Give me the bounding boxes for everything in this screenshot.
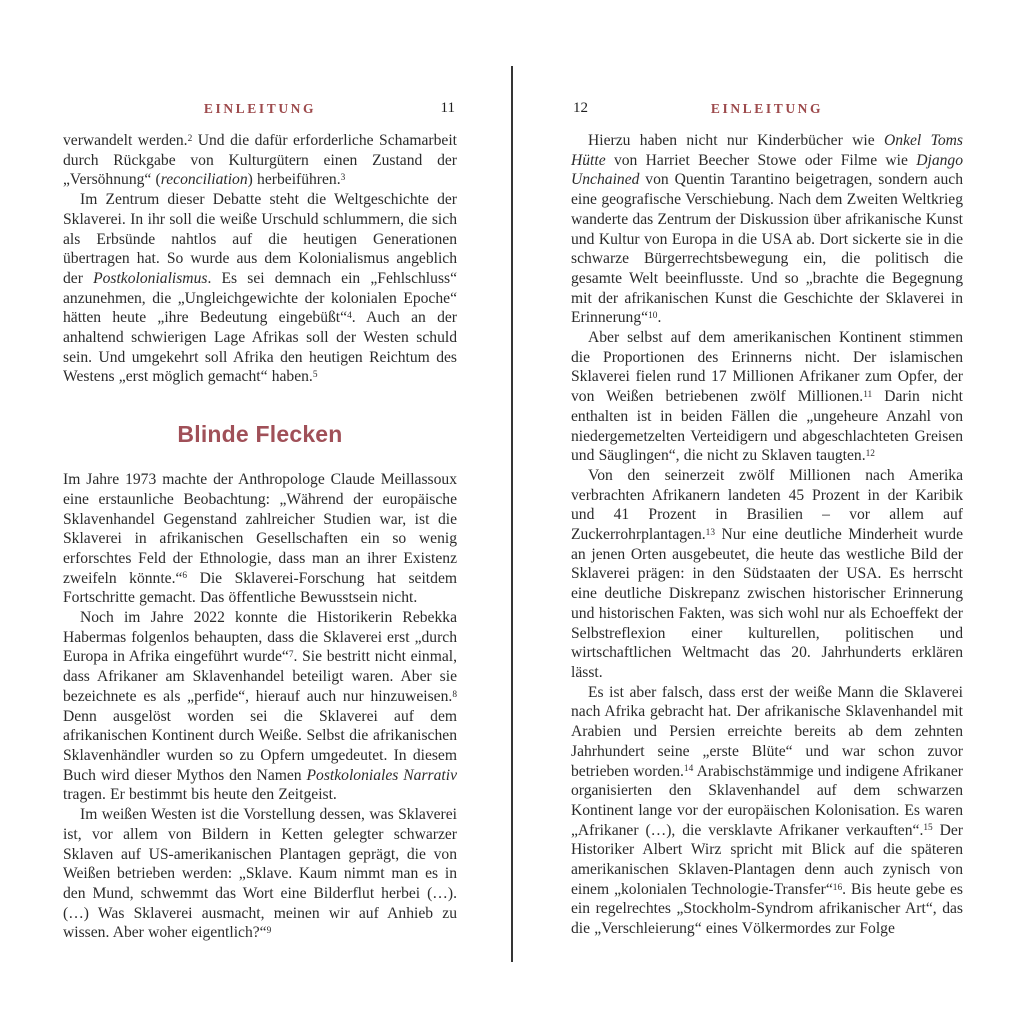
paragraph: Hierzu haben nicht nur Kinderbücher wie Onkel Toms Hütte von Harriet Beecher Stowe oder Filme wie Django Unchained von Quentin Tarantino beigetragen, sondern auch eine geografische Verschiebung. Nach dem Zweiten Weltkrieg wanderte das Zentrum der Diskussion über afrikanische Kunst und Kultur von Europa in die USA ab. Dort sickerte sie in die schwarze Bürgerrechtsbewegung ein, die politisch die gesamte Welt beeinflusste. Und so „brachte die Begegnung mit der afrikanischen Kunst die Geschichte der Sklaverei in Erinnerung“$^{10}$.	[571, 132, 963, 327]
section-heading: Blinde Flecken	[177, 421, 343, 448]
paragraph: Im Zentrum dieser Debatte steht die Weltgeschichte der Sklaverei. In ihr soll die weiße Urschuld schlummern, die sich als Erbsünde nahtlos auf die heutigen Generationen übertragen hat. So wurde aus dem Kolonialismus angeblich der Postkolonialismus. Es sei demnach ein „Fehlschluss“ anzunehmen, die „Ungleichgewichte der kolonialen Epoche“ hätten heute „ihre Bedeutung eingebüßt“$^4$. Auch an der anhaltend schwierigen Lage Afrikas soll der Westen schuld sein. Und umgekehrt soll Afrika den heutigen Reichtum des Westens „erst möglich gemacht“ haben.$^5$	[63, 191, 458, 386]
paragraph: Aber selbst auf dem amerikanischen Kontinent stimmen die Proportionen des Erinnerns nicht. Der islamischen Sklaverei fielen rund 17 Millionen Afrikaner zum Opfer, der von Weißen betriebenen zwölf Millionen.$^{11}$ Darin nicht enthalten ist in beiden Fällen die „ungeheure Anzahl von niedergemetzelten Verteidigern und abgeschlachteten Greisen und Säuglingen“, die nicht zu Sklaven taugten.$^{12}$	[571, 329, 963, 465]
running-head-title: EINLEITUNG	[710, 101, 824, 116]
page-right	[571, 100, 963, 939]
page-divider	[511, 66, 513, 962]
page-left	[63, 100, 457, 943]
page-number: 12	[573, 100, 588, 116]
paragraph: Im Jahre 1973 machte der Anthropologe Claude Meillassoux eine erstaunliche Beobachtung: „Während der europäische Sklavenhandel Gegenstand zahlreicher Studien war, ist die Sklaverei in afrikanischen Gesellschaften ein so wenig erforschtes Feld der Ethnologie, dass man an ihrer Existenz zweifeln könnte.“$^6$ Die Sklaverei-Forschung hat seitdem Fortschritte gemacht. Das öffentliche Bewusstsein nicht.	[63, 471, 457, 607]
paragraph: Von den seinerzeit zwölf Millionen nach Amerika verbrachten Afrikanern landeten 45 Prozent in der Karibik und 41 Prozent in Brasilien – vor allem auf Zuckerrohrplantagen.$^{13}$ Nur eine deutliche Minderheit wurde an jenen Orten ausgebeutet, die heute das westliche Bild der Sklaverei prägen: in den Südstaaten der USA. Es herrscht eine deutliche Diskrepanz zwischen historischer Erinnerung und historischen Fakten, was sich wohl nur als Echoeffekt der Selbstreflexion einer kulturellen, politischen und wirtschaftlichen Weltmacht das 20. Jahrhunderts erklären lässt.	[571, 466, 963, 681]
page-number: 11	[440, 100, 455, 116]
paragraph: Noch im Jahre 2022 konnte die Historikerin Rebekka Habermas folgenlos behaupten, dass die Sklaverei erst „durch Europa in Afrika eingeführt wurde“$^7$. Sie bestritt nicht einmal, dass Afrikaner am Sklavenhandel beteiligt waren. Aber sie bezeichnete es als „perfide“, hierauf auch nur hinzuweisen.$^8$ Denn ausgelöst worden sei die Sklaverei auf dem afrikanischen Kontinent durch Weiße. Selbst die afrikanischen Sklavenhändler wurden so zu Opfern umgedeutet. In diesem Buch wird dieser Mythos den Namen Postkoloniales Narrativ tragen. Er bestimmt bis heute den Zeitgeist.	[63, 609, 457, 804]
paragraph: Es ist aber falsch, dass erst der weiße Mann die Sklaverei nach Afrika gebracht hat. Der afrikanische Sklavenhandel mit Arabien und Persien erreichte bereits ab dem zehnten Jahrhundert seine „erste Blüte“ und war schon zuvor betrieben worden.$^{14}$ Arabischstämmige und indigene Afrikaner organisierten den Sklavenhandel auf dem schwarzen Kontinent lange vor der europäischen Kolonisation. Es waren „Afrikaner (…), die versklavte Afrikaner verkauften“.$^{15}$ Der Historiker Albert Wirz spricht mit Blick auf die späteren amerikanischen Sklaven-Plantagen denn auch zynisch von einem „kolonialen Technologie-Transfer“$^{16}$. Bis heute gebe es ein regelrechtes „Stockholm-Syndrom afrikanischer Art“, das die „Verschleierung“ eines Völkermordes zur Folge	[571, 683, 963, 938]
page-body	[63, 131, 457, 943]
paragraph: Im weißen Westen ist die Vorstellung dessen, was Sklaverei ist, vor allem von Bildern in Ketten gelegter schwarzer Sklaven auf US-amerikanischen Plantagen geprägt, die von Weißen betrieben werden: „Sklave. Kaum nimmt man es in den Mund, schwemmt das Wort eine Bilderflut herbei (…). (…) Was Sklaverei ausmacht, meinen wir auf Anhieb zu wissen. Aber woher eigentlich?“$^9$	[63, 806, 457, 942]
page-body	[571, 131, 963, 939]
paragraph: verwandelt werden.$^2$ Und die dafür erforderliche Schamarbeit durch Rückgabe von Kulturgütern einen Zustand der „Versöhnung“ (reconciliation) herbeiführen.$^3$	[63, 132, 457, 189]
running-head-title: EINLEITUNG	[203, 101, 317, 116]
running-head-left	[63, 100, 457, 118]
running-head-right	[571, 100, 963, 118]
